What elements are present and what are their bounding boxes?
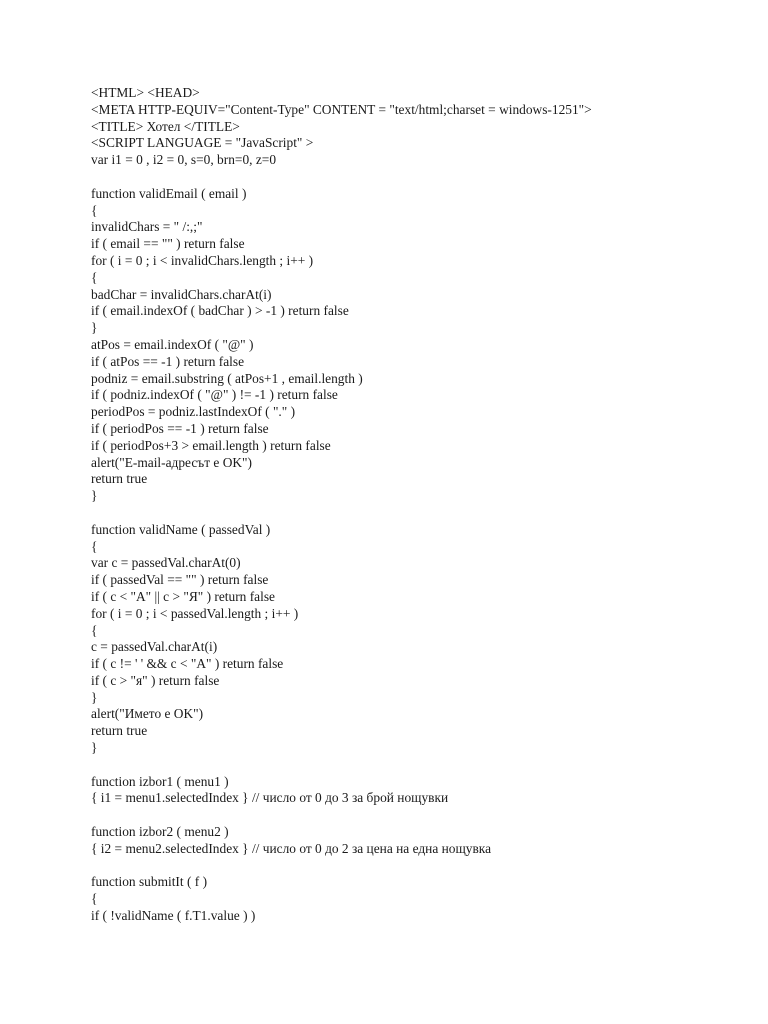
code-line: if ( c < "А" || c > "Я" ) return false xyxy=(91,588,275,604)
code-line: if ( periodPos+3 > email.length ) return false xyxy=(91,437,331,453)
code-line: { xyxy=(91,538,98,554)
code-line: alert("Името е OK") xyxy=(91,706,204,722)
code-line: for ( i = 0 ; i < passedVal.length ; i++ ) xyxy=(91,605,299,621)
code-line: c = passedVal.charAt(i) xyxy=(91,639,218,655)
code-line: if ( email.indexOf ( badChar ) > -1 ) return false xyxy=(91,303,349,319)
code-line: periodPos = podniz.lastIndexOf ( "." ) xyxy=(91,404,296,420)
code-line: { xyxy=(91,202,98,218)
code-line: atPos = email.indexOf ( "@" ) xyxy=(91,336,254,352)
code-line: if ( periodPos == -1 ) return false xyxy=(91,420,269,436)
code-line: for ( i = 0 ; i < invalidChars.length ; i++ ) xyxy=(91,252,314,268)
code-line: podniz = email.substring ( atPos+1 , email.length ) xyxy=(91,370,363,386)
code-line: alert("E-mail-адресът е OK") xyxy=(91,454,252,470)
code-line: if ( c > "я" ) return false xyxy=(91,672,220,688)
code-line: if ( podniz.indexOf ( "@" ) != -1 ) return false xyxy=(91,387,338,403)
source-code-text xyxy=(91,85,751,925)
code-line: } xyxy=(91,689,98,705)
code-line: { xyxy=(91,269,98,285)
code-line: var c = passedVal.charAt(0) xyxy=(91,555,241,571)
code-line: if ( email == "" ) return false xyxy=(91,236,245,252)
code-line: <TITLE> Хотел </TITLE> xyxy=(91,118,240,134)
code-line: } xyxy=(91,488,98,504)
code-line: return true xyxy=(91,723,148,739)
code-line: <HTML> <HEAD> xyxy=(91,85,200,100)
code-line: { xyxy=(91,891,98,907)
code-line: return true xyxy=(91,471,148,487)
code-line: function izbor2 ( menu2 ) xyxy=(91,824,229,840)
code-line xyxy=(91,505,751,522)
code-line: <META HTTP-EQUIV="Content-Type" CONTENT = "text/html;charset = windows-1251"> xyxy=(91,101,592,117)
code-line: function submitIt ( f ) xyxy=(91,874,208,890)
code-line xyxy=(91,858,751,875)
code-line: if ( atPos == -1 ) return false xyxy=(91,353,245,369)
code-line xyxy=(91,757,751,774)
code-line: { i1 = menu1.selectedIndex } // число от 0 до 3 за брой нощувки xyxy=(91,790,449,806)
code-line: } xyxy=(91,320,98,336)
code-line: { i2 = menu2.selectedIndex } // число от 0 до 2 за цена на една нощувка xyxy=(91,840,492,856)
code-line: if ( passedVal == "" ) return false xyxy=(91,572,269,588)
code-line: var i1 = 0 , i2 = 0, s=0, brn=0, z=0 xyxy=(91,152,277,168)
code-line: function izbor1 ( menu1 ) xyxy=(91,773,229,789)
code-line: function validEmail ( email ) xyxy=(91,185,247,201)
code-line: if ( !validName ( f.T1.value ) ) xyxy=(91,908,256,924)
code-line: <SCRIPT LANGUAGE = "JavaScript" > xyxy=(91,135,314,151)
code-line: } xyxy=(91,740,98,756)
code-line: badChar = invalidChars.charAt(i) xyxy=(91,286,272,302)
code-line xyxy=(91,807,751,824)
code-line: invalidChars = " /:,;" xyxy=(91,219,203,235)
code-line xyxy=(91,169,751,186)
code-line: { xyxy=(91,622,98,638)
code-line: if ( c != ' ' && c < "А" ) return false xyxy=(91,656,284,672)
code-line: function validName ( passedVal ) xyxy=(91,521,271,537)
